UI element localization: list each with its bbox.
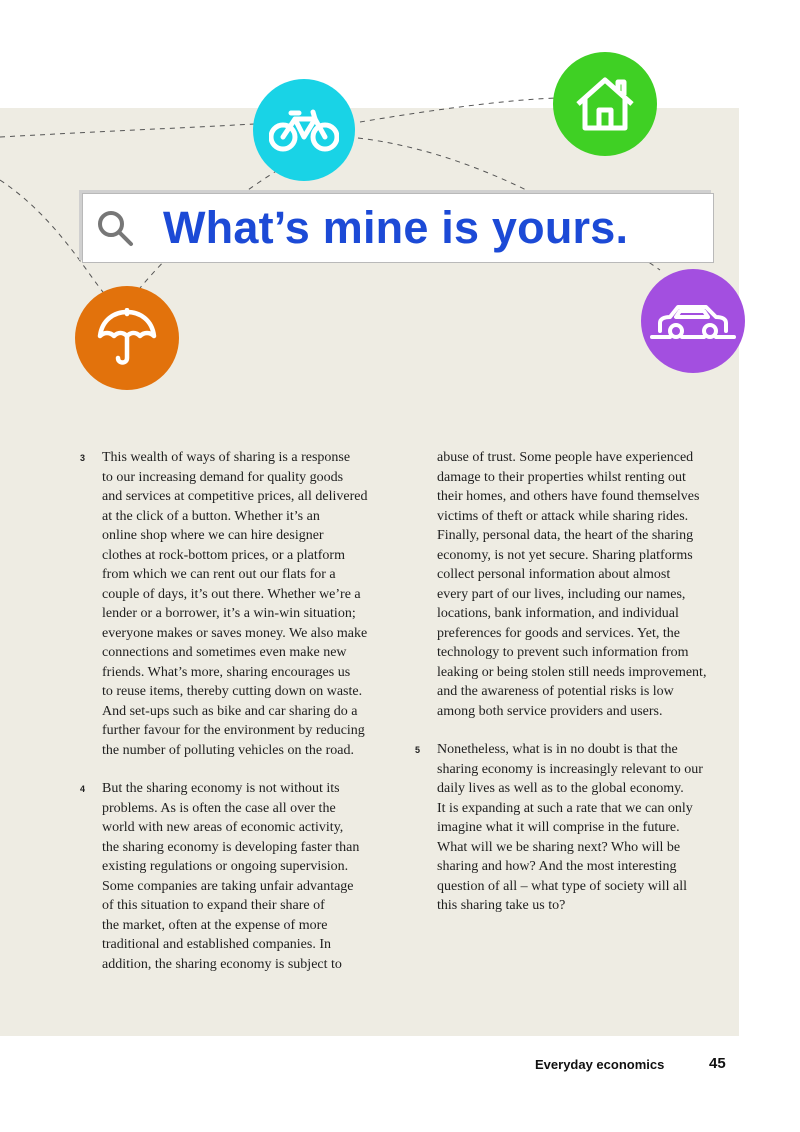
bicycle-icon <box>269 107 339 153</box>
paragraph-line: Finally, personal data, the heart of the sharing <box>437 528 694 543</box>
paragraph-line: the number of polluting vehicles on the road. <box>102 742 354 758</box>
paragraph-line: economy, is not yet secure. Sharing platforms <box>437 547 693 563</box>
paragraph-line: every part of our lives, including our names, <box>437 586 686 602</box>
paragraph <box>80 448 400 760</box>
paragraph-line: imagine what it will comprise in the future. <box>437 820 680 835</box>
paragraph-line: traditional and established companies. In <box>102 937 331 952</box>
umbrella-circle <box>75 286 179 390</box>
paragraph-line: clothes at rock-bottom prices, or a platform <box>102 547 345 563</box>
paragraph-line: victims of theft or attack while sharing rides. <box>437 508 689 524</box>
left-column <box>80 448 400 974</box>
paragraph-line: Some companies are taking unfair advantage <box>102 878 354 894</box>
paragraph-line: of this situation to expand their share of <box>102 898 325 913</box>
paragraph-line: their homes, and others have found themselves <box>437 489 700 504</box>
paragraph-line: addition, the sharing economy is subject to <box>102 956 342 972</box>
paragraph-line: It is expanding at such a rate that we can only <box>437 800 693 816</box>
paragraph-line: to reuse items, thereby cutting down on waste. <box>102 684 363 699</box>
paragraph-line: from which we can rent out our flats for a <box>102 567 336 582</box>
paragraph-line: This wealth of ways of sharing is a response <box>102 450 351 465</box>
paragraph-line: leaking or being stolen still needs improvement, <box>437 664 707 680</box>
car-circle <box>641 269 745 373</box>
umbrella-icon <box>96 308 158 368</box>
paragraph-line: daily lives as well as to the global economy. <box>437 781 684 796</box>
paragraph-line: abuse of trust. Some people have experienced <box>437 450 694 465</box>
section-label: Everyday economics <box>535 1057 665 1072</box>
search-bar <box>82 193 714 263</box>
paragraph-line: friends. What’s more, sharing encourages us <box>102 664 351 680</box>
paragraph-line: locations, bank information, and individual <box>437 606 679 621</box>
paragraph <box>80 779 400 974</box>
paragraph-line: at the click of a button. Whether it’s an <box>102 508 320 524</box>
paragraph-line: to our increasing demand for quality goods <box>102 469 344 485</box>
paragraph-number: 3 <box>80 453 86 463</box>
paragraph-number: 5 <box>415 745 421 755</box>
paragraph-line: lender or a borrower, it’s a win-win situation; <box>102 606 356 621</box>
paragraph-line: the sharing economy is developing faster than <box>102 839 360 855</box>
paragraph-line: And set-ups such as bike and car sharing do a <box>102 703 358 719</box>
paragraph-line: couple of days, it’s out there. Whether we’re a <box>102 586 361 602</box>
paragraph-line: sharing economy is increasingly relevant to our <box>437 761 703 777</box>
bicycle-circle <box>253 79 355 181</box>
paragraph-line: existing regulations or ongoing supervision. <box>102 859 349 874</box>
paragraph <box>415 740 735 916</box>
paragraph-line: and the awareness of potential risks is low <box>437 684 674 699</box>
paragraph-line: question of all – what type of society will all <box>437 878 688 894</box>
paragraph <box>415 448 735 721</box>
search-icon <box>95 208 135 248</box>
paragraph-line: and services at competitive prices, all delivered <box>102 489 368 504</box>
paragraph-line: world with new areas of economic activity, <box>102 820 344 835</box>
paragraph-line: online shop where we can hire designer <box>102 528 324 543</box>
paragraph-line: everyone makes or saves money. We also make <box>102 625 368 641</box>
paragraph-line: collect personal information about almost <box>437 567 671 582</box>
paragraph-line: among both service providers and users. <box>437 703 663 719</box>
paragraph-line: What will we be sharing next? Who will be <box>437 839 681 855</box>
paragraph-line: damage to their properties whilst renting out <box>437 469 686 485</box>
paragraph-number: 4 <box>80 784 86 794</box>
paragraph-line: problems. As is often the case all over the <box>102 800 336 816</box>
house-circle <box>553 52 657 156</box>
page-title: What’s mine is yours. <box>163 202 629 253</box>
paragraph-line: But the sharing economy is not without its <box>102 781 340 796</box>
paragraph-line: further favour for the environment by reducing <box>102 723 365 738</box>
paragraph-line: the market, often at the expense of more <box>102 917 328 933</box>
paragraph-line: preferences for goods and services. Yet, the <box>437 625 680 641</box>
car-icon <box>650 301 736 341</box>
house-icon <box>574 76 636 132</box>
paragraph-line: sharing and how? And the most interesting <box>437 859 677 874</box>
paragraph-line: technology to prevent such information from <box>437 645 689 660</box>
page-number: 45 <box>709 1055 726 1072</box>
paragraph-line: this sharing take us to? <box>437 898 566 913</box>
right-column <box>415 448 735 916</box>
paragraph-line: connections and sometimes even make new <box>102 645 347 660</box>
paragraph-line: Nonetheless, what is in no doubt is that the <box>437 742 678 757</box>
